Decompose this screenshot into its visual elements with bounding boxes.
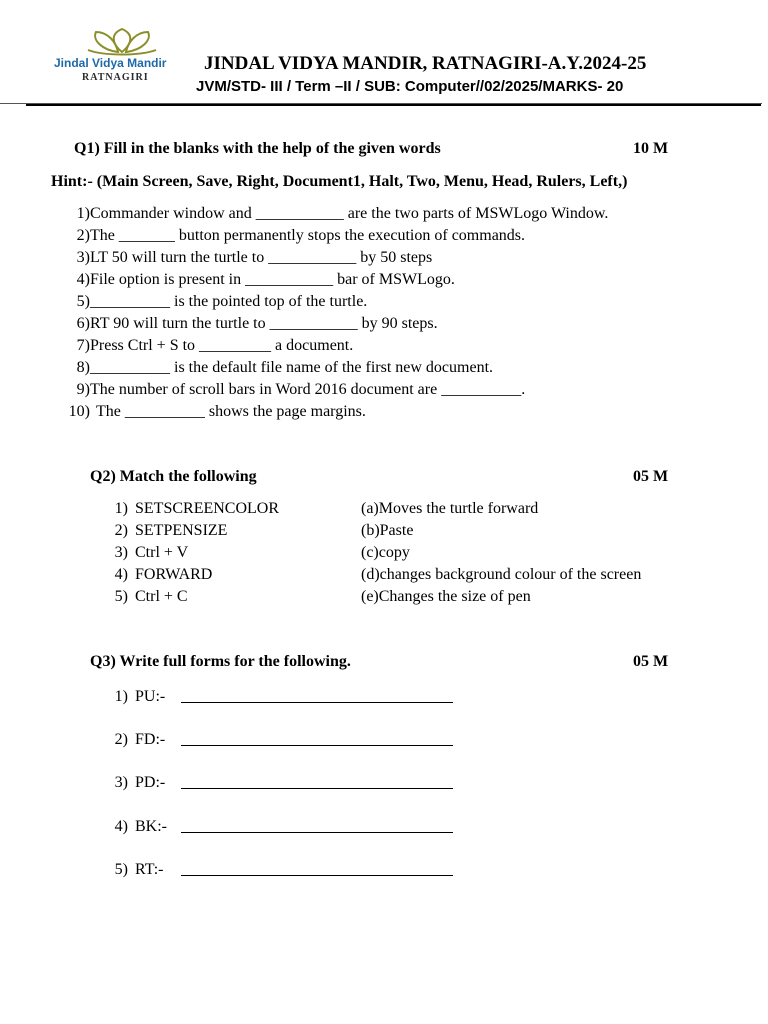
table-row: 4) FORWARD (d)changes background colour of the screen [114,566,642,583]
q3-title: Q3) Write full forms for the following. [90,653,351,670]
answer-blank[interactable] [181,731,453,746]
list-item: 7)Press Ctrl + S to _________ a document. [76,337,354,354]
answer-blank[interactable] [181,861,453,876]
q3-marks: 05 M [633,653,669,670]
list-item: 10) The __________ shows the page margins. [68,403,366,420]
list-item: 8)__________ is the default file name of the first new document. [76,359,494,376]
list-item: 4) BK:- [108,818,468,840]
list-item: 2)The _______ button permanently stops the execution of commands. [76,227,526,244]
list-item: 9)The number of scroll bars in Word 2016 document are __________. [76,381,526,398]
list-item: 3) PD:- [108,774,468,796]
q2-match-table [108,500,642,610]
q1-hint: Hint:- (Main Screen, Save, Right, Document1, Halt, Two, Menu, Head, Rulers, Left,) [51,173,628,190]
table-row: 5) Ctrl + C (e)Changes the size of pen [114,588,531,605]
answer-blank[interactable] [181,818,453,833]
list-item: 4)File option is present in ___________ bar of MSWLogo. [76,271,455,288]
table-row: 1) SETSCREENCOLOR (a)Moves the turtle forward [114,500,539,517]
q1-marks: 10 M [633,140,669,157]
school-title: JINDAL VIDYA MANDIR, RATNAGIRI-A.Y.2024-25 [204,53,647,74]
logo-place: RATNAGIRI [82,72,149,83]
table-row: 2) SETPENSIZE (b)Paste [114,522,414,539]
list-item: 3)LT 50 will turn the turtle to ___________ by 50 steps [76,249,433,266]
list-item: 5) RT:- [108,861,468,883]
header-divider-thick [26,104,761,106]
exam-info: JVM/STD- III / Term –II / SUB: Computer//02/2025/MARKS- 20 [196,78,624,95]
table-row: 3) Ctrl + V (c)copy [114,544,410,561]
list-item: 6)RT 90 will turn the turtle to ___________ by 90 steps. [76,315,438,332]
answer-blank[interactable] [181,774,453,789]
q1-title: Q1) Fill in the blanks with the help of the given words [74,140,441,157]
list-item: 1)Commander window and ___________ are the two parts of MSWLogo Window. [76,205,609,222]
answer-blank[interactable] [181,688,453,703]
q1-list [66,205,608,425]
logo-wordmark: Jindal Vidya Mandir [54,56,167,70]
q2-marks: 05 M [633,468,669,485]
list-item: 1) PU:- [108,688,468,710]
q2-title: Q2) Match the following [90,468,257,485]
list-item: 5)__________ is the pointed top of the turtle. [76,293,368,310]
list-item: 2) FD:- [108,731,468,753]
